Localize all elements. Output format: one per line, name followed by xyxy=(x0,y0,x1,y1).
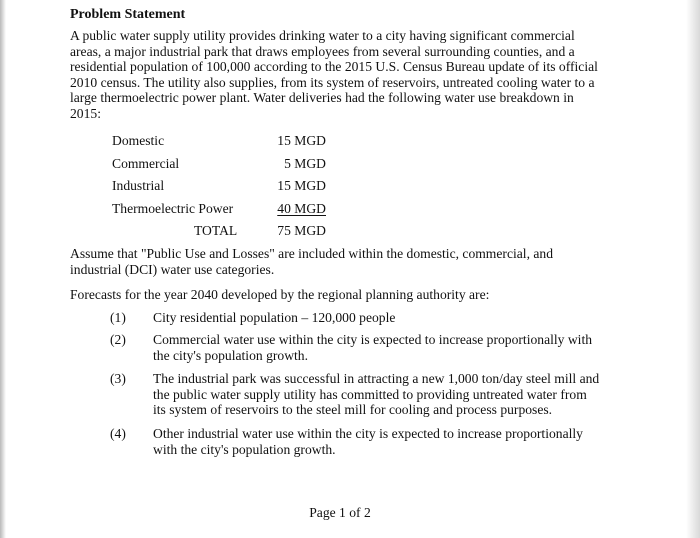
water-use-row-industrial xyxy=(112,178,352,196)
forecast-number: (1) xyxy=(110,310,126,325)
intro-line: large thermoelectric power plant. Water deliveries had the following water use breakdown in xyxy=(70,90,574,106)
water-use-value: 15 MGD xyxy=(277,178,326,193)
page-edge-shadow-right xyxy=(686,0,700,538)
page-title: Problem Statement xyxy=(70,7,186,22)
forecast-line: Commercial water use within the city is expected to increase proportionally with xyxy=(153,332,593,347)
water-use-table xyxy=(112,133,352,241)
forecast-text xyxy=(153,371,615,418)
water-use-category: Domestic xyxy=(112,133,165,148)
assumption-line: Assume that "Public Use and Losses" are included within the domestic, commercial, and xyxy=(70,246,553,261)
intro-paragraph xyxy=(70,28,618,122)
intro-line: residential population of 100,000 according to the 2015 U.S. Census Bureau update of its official xyxy=(70,59,598,75)
forecast-line: with the city's population growth. xyxy=(153,441,336,457)
forecast-line: Other industrial water use within the city is expected to increase proportionally xyxy=(153,426,583,441)
intro-line: areas, a major industrial park that draws employees from several surrounding counties, and a xyxy=(70,43,575,59)
water-use-row-total xyxy=(112,223,352,241)
water-use-value: 15 MGD xyxy=(277,133,326,148)
forecast-text xyxy=(153,426,615,457)
water-use-value: 5 MGD xyxy=(284,155,326,171)
forecast-text xyxy=(153,332,615,363)
forecast-line: the city's population growth. xyxy=(153,347,308,363)
page-edge-shadow-left xyxy=(0,0,6,538)
water-use-row-thermoelectric xyxy=(112,201,352,219)
intro-line: A public water supply utility provides drinking water to a city having significant commercial xyxy=(70,28,575,43)
forecast-text xyxy=(153,310,615,326)
water-use-category: Industrial xyxy=(112,178,165,193)
water-use-row-commercial xyxy=(112,156,352,174)
assumption-line: industrial (DCI) water use categories. xyxy=(70,261,275,277)
forecast-line: The industrial park was successful in attracting a new 1,000 ton/day steel mill and xyxy=(153,371,600,386)
forecast-line: the public water supply utility has committed to providing untreated water from xyxy=(153,386,587,402)
water-use-category: Thermoelectric Power xyxy=(112,200,234,216)
water-use-category: Commercial xyxy=(112,155,180,171)
intro-line: 2010 census. The utility also supplies, from its system of reservoirs, untreated cooling water to a xyxy=(70,74,595,90)
forecast-number: (2) xyxy=(110,332,126,347)
forecast-intro-line: Forecasts for the year 2040 developed by the regional planning authority are: xyxy=(70,287,490,302)
forecast-number: (4) xyxy=(110,426,126,441)
water-use-total-value: 75 MGD xyxy=(277,223,326,238)
forecast-number: (3) xyxy=(110,371,126,386)
intro-line: 2015: xyxy=(70,105,101,121)
forecast-intro xyxy=(70,287,618,303)
water-use-row-domestic xyxy=(112,133,352,151)
forecast-line: City residential population – 120,000 people xyxy=(153,310,396,325)
assumption-paragraph xyxy=(70,246,618,277)
page-number: Page 1 of 2 xyxy=(309,505,371,520)
forecast-line: its system of reservoirs to the steel mill for cooling and process purposes. xyxy=(153,402,553,418)
water-use-total-label: TOTAL xyxy=(194,223,238,238)
water-use-value: 40 MGD xyxy=(277,200,326,216)
